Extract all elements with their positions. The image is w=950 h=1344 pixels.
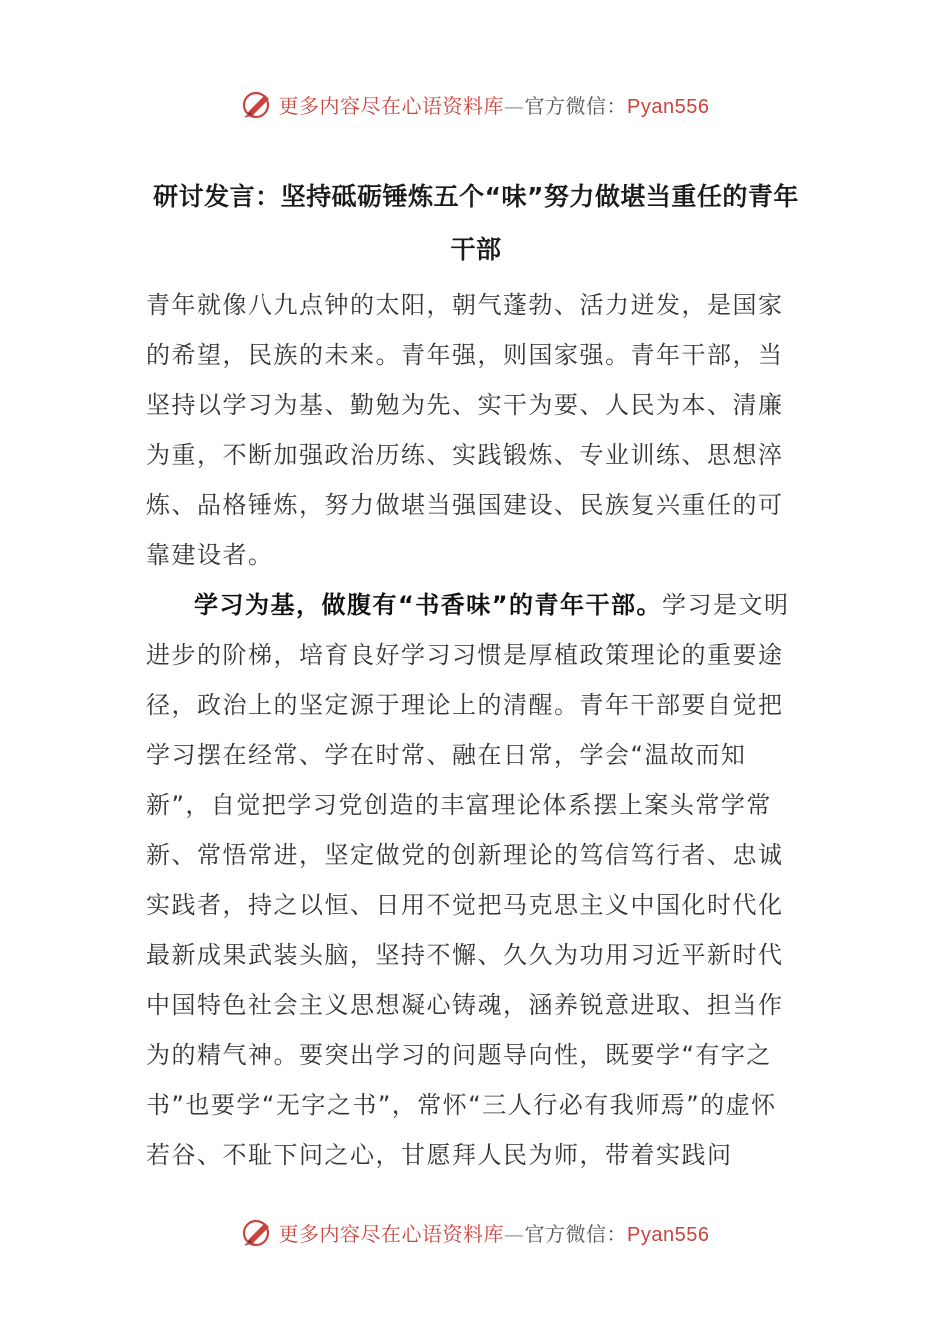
wechat-label: 官方微信：	[524, 1221, 628, 1246]
wechat-label: 官方微信：	[524, 93, 628, 118]
document-title: 研讨发言：坚持砥砺锤炼五个“味”努力做堪当重任的青年干部	[153, 182, 799, 264]
paragraph-heading: 学习为基，做腹有“书香味”的青年干部。	[194, 591, 663, 619]
header-banner	[0, 84, 950, 124]
separator: —	[504, 1221, 525, 1246]
brand-text: 更多内容尽在心语资料库	[278, 93, 505, 118]
paragraph-study	[146, 580, 796, 1180]
paragraph-intro: 青年就像八九点钟的太阳，朝气蓬勃、活力迸发，是国家的希望，民族的未来。青年强，则国家强。青年干部，当坚持以学习为基、勤勉为先、实干为要、人民为本、清廉为重，不断加强政治历练、实践锻炼、专业训练、思想淬炼、品格锤炼，努力做堪当强国建设、民族复兴重任的可靠建设者。	[146, 291, 784, 569]
wechat-id: Pyan556	[627, 1223, 710, 1246]
footer-banner	[0, 1212, 950, 1252]
paragraph-body: 学习是文明进步的阶梯，培育良好学习习惯是厚植政策理论的重要途径，政治上的坚定源于理论上的清醒。青年干部要自觉把学习摆在经常、学在时常、融在日常，学会“温故而知新”，自觉把学习党创造的丰富理论体系摆上案头常学常新、常悟常进，坚定做党的创新理论的笃信笃行者、忠诚实践者，持之以恒、日用不觉把马克思主义中国化时代化最新成果武装头脑，坚持不懈、久久为功用习近平新时代中国特色社会主义思想凝心铸魂，涵养锐意进取、担当作为的精气神。要突出学习的问题导向性，既要学“有字之书”也要学“无字之书”，常怀“三人行必有我师焉”的虚怀若谷、不耻下问之心，甘愿拜人民为师，带着实践问	[146, 591, 790, 1169]
pen-logo-icon	[241, 87, 275, 121]
separator: —	[504, 93, 525, 118]
footer-watermark-text	[279, 1218, 710, 1247]
wechat-id: Pyan556	[627, 95, 710, 118]
pen-logo-icon	[241, 1215, 275, 1249]
header-watermark-text	[279, 90, 710, 119]
brand-text: 更多内容尽在心语资料库	[278, 1221, 505, 1246]
